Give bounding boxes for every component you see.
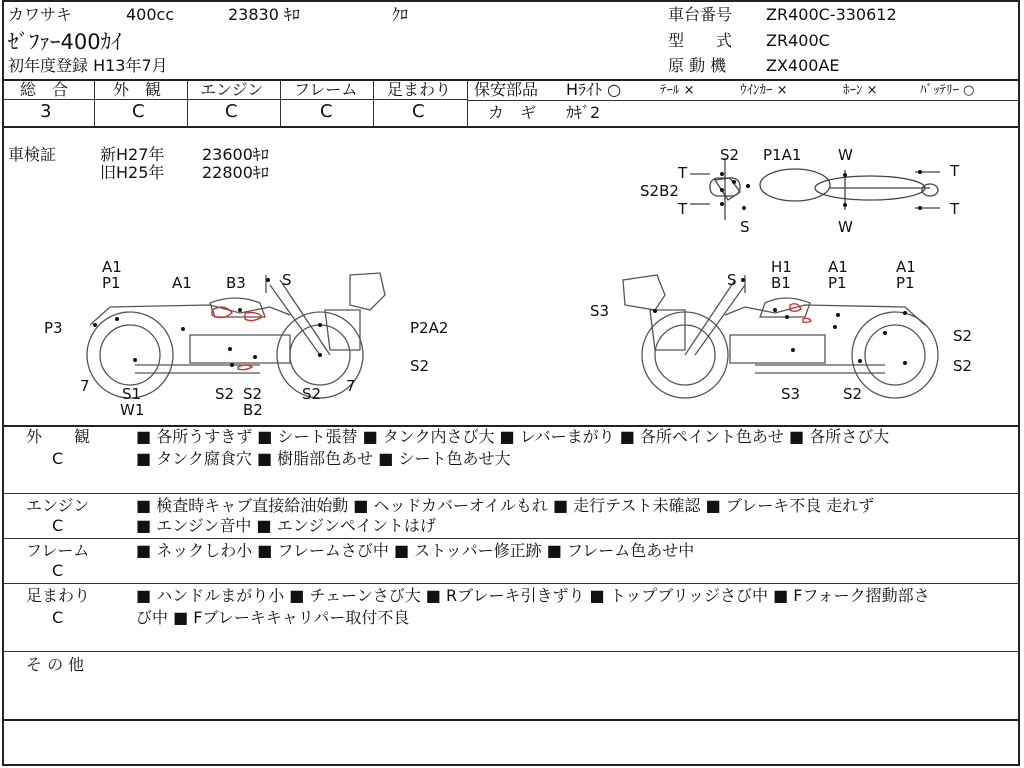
- label-s3: S3: [590, 302, 610, 320]
- label-b2: B2: [243, 401, 263, 419]
- remarks-divider: [2, 583, 1020, 584]
- inspection-new-km: 23600ｷﾛ: [202, 145, 269, 164]
- grade-col-line: [280, 80, 281, 126]
- remark-grade-frame: C: [52, 561, 64, 580]
- safety-divider: [468, 100, 1020, 101]
- grade-col-line: [187, 80, 188, 126]
- grade-header-overall: 総 合: [20, 80, 69, 99]
- label-h1: H1: [771, 258, 792, 276]
- label-w: W: [838, 218, 853, 236]
- grade-bottom-divider: [2, 126, 1020, 128]
- safety-label: 保安部品: [474, 80, 539, 99]
- label-s2: S2: [843, 385, 863, 403]
- model-name: ｾﾞﾌｧｰ400ｶｲ: [8, 30, 122, 54]
- label-7: 7: [346, 377, 356, 395]
- label-s2: S2: [302, 385, 322, 403]
- label-s2: S2: [953, 327, 973, 345]
- bike-right-view: [585, 255, 985, 405]
- label-t: T: [950, 200, 960, 218]
- chassis-number: ZR400C-330612: [766, 5, 897, 24]
- bike-top-view: [630, 140, 970, 240]
- remarks-divider: [2, 651, 1020, 652]
- label-a1: A1: [896, 258, 916, 276]
- remark-line: ■ タンク腐食穴 ■ 樹脂部色あせ ■ シート色あせ大: [136, 449, 511, 468]
- engine-value: ZX400AE: [766, 56, 840, 75]
- grade-header-suspension: 足まわり: [387, 80, 452, 99]
- label-p1a1: P1A1: [763, 146, 802, 164]
- remark-title-exterior: 外 観: [26, 427, 91, 446]
- label-t: T: [678, 200, 688, 218]
- grade-col-line: [373, 80, 374, 126]
- ng-mark: ×: [776, 83, 788, 98]
- grade-col-line: [467, 80, 468, 126]
- remark-title-engine: エンジン: [26, 496, 90, 515]
- inspection-old: 旧H25年: [100, 163, 165, 182]
- label-a1: A1: [828, 258, 848, 276]
- label-p2a2: P2A2: [410, 319, 449, 337]
- label-w1: W1: [120, 401, 145, 419]
- color: ｸﾛ: [392, 5, 409, 24]
- remark-line: び中 ■ Fブレーキキャリパー取付不良: [136, 608, 410, 627]
- ok-mark: ○: [963, 83, 975, 98]
- grade-header-exterior: 外 観: [113, 80, 162, 99]
- grade-suspension: C: [412, 101, 425, 122]
- engine-label: 原 動 機: [668, 56, 727, 75]
- chassis-label: 車台番号: [668, 5, 733, 24]
- bike-left-view: [40, 255, 480, 420]
- grade-header-engine: エンジン: [200, 80, 264, 99]
- remarks-divider: [2, 538, 1020, 539]
- remark-line: ■ ネックしわ小 ■ フレームさび中 ■ ストッパー修正跡 ■ フレーム色あせ中: [136, 541, 695, 560]
- remark-grade-engine: C: [52, 516, 64, 535]
- remarks-divider: [2, 493, 1020, 494]
- inspection-label: 車検証: [8, 145, 57, 164]
- grade-frame: C: [320, 101, 333, 122]
- safety-headlight: Hﾗｲﾄ ○: [566, 80, 622, 99]
- ng-mark: ×: [866, 83, 878, 98]
- remark-title-frame: フレーム: [26, 541, 90, 560]
- ok-mark: ○: [607, 80, 622, 99]
- label-s3: S3: [781, 385, 801, 403]
- label-s2: S2: [953, 357, 973, 375]
- grade-engine: C: [225, 101, 238, 122]
- remark-line: ■ ハンドルまがり小 ■ チェーンさび大 ■ Rブレーキ引きずり ■ トップブリッジさび中 ■ Fフォーク摺動部さ: [136, 586, 930, 605]
- remark-grade-suspension: C: [52, 608, 64, 627]
- label-s: S: [282, 271, 292, 289]
- safety-battery: ﾊﾞｯﾃﾘｰ ○: [920, 83, 975, 98]
- mileage: 23830 ｷﾛ: [228, 5, 300, 24]
- ng-mark: ×: [683, 83, 695, 98]
- inspection-new: 新H27年: [100, 145, 165, 164]
- safety-winker: ｳｲﾝｶｰ ×: [740, 83, 788, 98]
- type-value: ZR400C: [766, 31, 830, 50]
- grade-header-frame: フレーム: [294, 80, 358, 99]
- remark-line: ■ 各所うすきず ■ シート張替 ■ タンク内さび大 ■ レバーまがり ■ 各所ペイント色あせ ■ 各所さび大: [136, 427, 890, 446]
- label-s2: S2: [410, 357, 430, 375]
- remark-line: ■ エンジン音中 ■ エンジンペイントはげ: [136, 516, 436, 535]
- grade-col-line: [94, 80, 95, 126]
- remark-title-other: そ の 他: [26, 655, 85, 674]
- first-registration: 初年度登録 H13年7月: [8, 56, 168, 75]
- label-s2: S2: [243, 385, 263, 403]
- remarks-divider: [2, 719, 1020, 721]
- grade-exterior: C: [132, 101, 145, 122]
- key-value: ｶｷﾞ2: [566, 103, 601, 122]
- label-b1: B1: [771, 274, 791, 292]
- label-s1: S1: [122, 385, 142, 403]
- inspection-old-km: 22800ｷﾛ: [202, 163, 269, 182]
- label-7: 7: [80, 377, 90, 395]
- label-p1: P1: [828, 274, 847, 292]
- remark-line: ■ 検査時キャブ直接給油始動 ■ ヘッドカバーオイルもれ ■ 走行テスト未確認 ■ ブレーキ不良 走れず: [136, 496, 875, 515]
- label-s2: S2: [720, 146, 740, 164]
- label-s: S: [727, 271, 737, 289]
- grade-overall: 3: [40, 101, 52, 122]
- label-a1: A1: [172, 274, 192, 292]
- remark-title-suspension: 足まわり: [26, 586, 91, 605]
- label-t: T: [950, 162, 960, 180]
- maker: カワサキ: [8, 5, 73, 24]
- type-label: 型 式: [668, 31, 733, 50]
- label-t: T: [678, 164, 688, 182]
- displacement: 400cc: [126, 5, 175, 24]
- safety-horn: ﾎｰﾝ ×: [843, 83, 878, 98]
- label-a1: A1: [102, 258, 122, 276]
- label-b3: B3: [226, 274, 246, 292]
- label-s2b2: S2B2: [640, 182, 679, 200]
- safety-tail: ﾃｰﾙ ×: [660, 83, 695, 98]
- label-w: W: [838, 146, 853, 164]
- remark-grade-exterior: C: [52, 449, 64, 468]
- label-s2: S2: [215, 385, 235, 403]
- label-s: S: [740, 218, 750, 236]
- key-label: カ ギ: [488, 103, 537, 122]
- grade-row-divider: [2, 99, 468, 100]
- label-p1: P1: [896, 274, 915, 292]
- label-p1: P1: [102, 274, 121, 292]
- label-p3: P3: [44, 319, 63, 337]
